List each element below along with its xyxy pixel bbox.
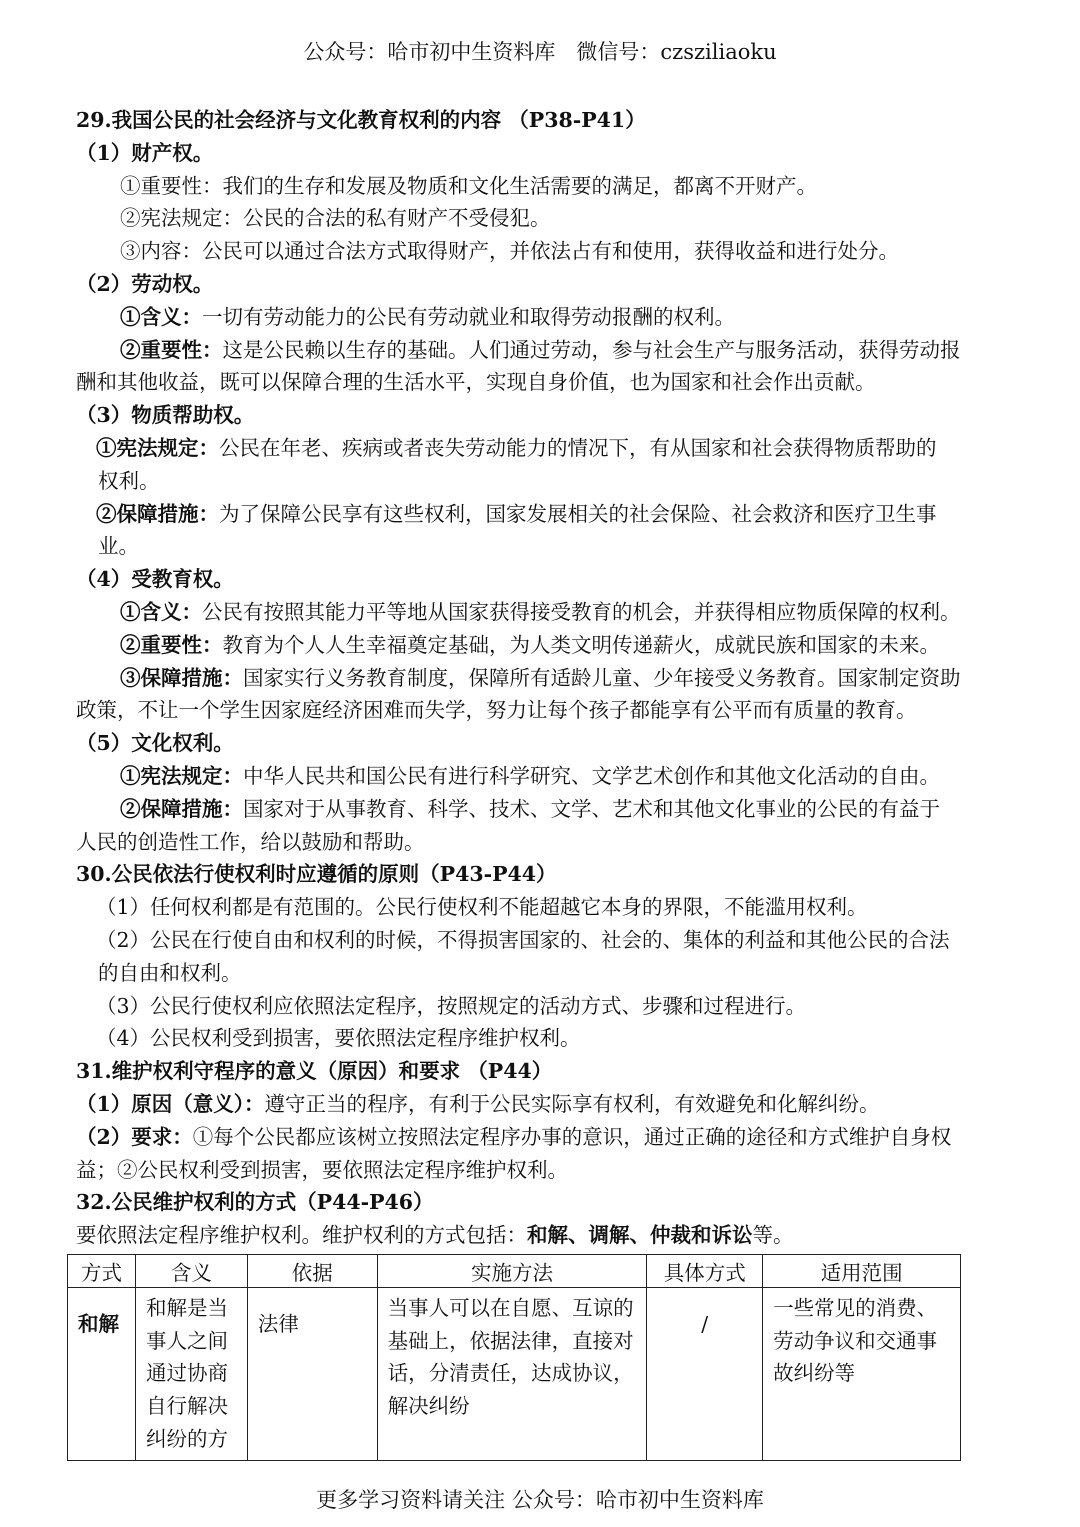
s29-p2-b-text: 这是公民赖以生存的基础。人们通过劳动，参与社会生产与服务活动，获得劳动报: [222, 337, 961, 362]
s29-p4-b-text: 教育为个人人生幸福奠定基础，为人类文明传递薪火，成就民族和国家的未来。: [222, 632, 940, 657]
page-header: 公众号：哈市初中生资料库 微信号：czsziliaoku: [303, 40, 777, 64]
page-footer: 更多学习资料请关注 公众号：哈市初中生资料库: [316, 1488, 764, 1512]
cell-meaning: [135, 1287, 247, 1460]
s29-p4-b-label: ②重要性：: [120, 632, 223, 657]
s30-l4: （4）公民权利受到损害，要依照法定程序维护权利。: [96, 1026, 581, 1051]
s29-p2-b-label: ②重要性：: [120, 337, 223, 362]
s29-p3-b-cont: 业。: [98, 534, 139, 559]
s31-l1-label: （1）原因（意义）：: [76, 1091, 265, 1116]
s29-p5-b-text: 国家对于从事教育、科学、技术、文学、艺术和其他文化事业的公民的有益于: [243, 796, 940, 821]
s29-p3-a-text: 公民在年老、疾病或者丧失劳动能力的情况下，有从国家和社会获得物质帮助的: [219, 435, 937, 460]
section-32-title: 32.公民维护权利的方式（P44-P46）: [76, 1190, 434, 1215]
cell-meaning-line: 自行解决: [145, 1394, 228, 1419]
cell-scope-line: 一些常见的消费、: [773, 1295, 938, 1320]
s29-p5-b-label: ②保障措施：: [120, 796, 243, 821]
cell-basis-text: 法律: [257, 1311, 299, 1336]
section-30-title: 30.公民依法行使权利时应遵循的原则（P43-P44）: [76, 862, 557, 887]
s29-p4-a: [76, 596, 1006, 629]
document-body: [76, 104, 1006, 1461]
s29-p5-head: （5）文化权利。: [76, 731, 234, 756]
s31-l2-cont: 益；②公民权利受到损害，要依照法定程序维护权利。: [76, 1157, 568, 1182]
section-31-title: 31.维护权利守程序的意义（原因）和要求 （P44）: [76, 1059, 553, 1084]
s29-p2-a: [76, 301, 1006, 334]
cell-meaning-line: 通过协商: [145, 1361, 228, 1386]
s29-p5-a: [76, 760, 1006, 793]
cell-meaning-line: 纠纷的方: [145, 1427, 228, 1452]
s30-l1: （1）任何权利都是有范围的。公民行使权利不能超越它本身的界限，不能滥用权利。: [96, 895, 868, 920]
s29-p4-a-label: ①含义：: [120, 599, 202, 624]
s31-l2: [76, 1121, 1006, 1154]
s30-l2-cont: 的自由和权利。: [98, 960, 242, 985]
s29-p3-a-label: ①宪法规定：: [96, 435, 219, 460]
s29-p3-b-label: ②保障措施：: [96, 501, 219, 526]
cell-scope-line: 故纠纷等: [773, 1361, 856, 1386]
table-row: [68, 1287, 961, 1460]
s29-p2-a-text: 一切有劳动能力的公民有劳动就业和取得劳动报酬的权利。: [202, 304, 735, 329]
s29-p2-b-cont: 酬和其他收益，既可以保障合理的生活水平，实现自身价值，也为国家和社会作出贡献。: [76, 370, 876, 395]
cell-method: [377, 1287, 647, 1460]
s29-p5-a-text: 中华人民共和国公民有进行科学研究、文学艺术创作和其他文化活动的自由。: [243, 763, 940, 788]
cell-meaning-line: 和解是当: [145, 1295, 228, 1320]
s29-p4-b: [76, 629, 1006, 662]
s29-p3-a: [76, 432, 1006, 465]
s29-p5-b-cont: 人民的创造性工作，给以鼓励和帮助。: [76, 829, 425, 854]
s29-p4-c-label: ③保障措施：: [120, 665, 243, 690]
s29-p3-b: [76, 498, 1006, 531]
s29-p5-a-label: ①宪法规定：: [120, 763, 243, 788]
s31-l1-text: 遵守正当的程序，有利于公民实际享有权利，有效避免和化解纠纷。: [264, 1091, 880, 1116]
cell-scope-line: 劳动争议和交通事: [773, 1328, 938, 1353]
cell-way: [68, 1287, 136, 1460]
table-header-cell: 适用范围: [763, 1254, 961, 1287]
s31-l2-text: ①每个公民都应该树立按照法定程序办事的意识，通过正确的途径和方式维护自身权: [192, 1124, 952, 1149]
cell-specific: [647, 1287, 763, 1460]
s31-l1: [76, 1088, 1006, 1121]
table-header-cell: 依据: [247, 1254, 377, 1287]
s29-p4-a-text: 公民有按照其能力平等地从国家获得接受教育的机会，并获得相应物质保障的权利。: [202, 599, 961, 624]
s29-p1-head: （1）财产权。: [76, 140, 214, 165]
s29-p1-a: ①重要性：我们的生存和发展及物质和文化生活需要的满足，都离不开财产。: [120, 173, 817, 198]
cell-meaning-line: 事人之间: [145, 1328, 228, 1353]
cell-specific-text: /: [701, 1311, 709, 1336]
s29-p1-b: ②宪法规定：公民的合法的私有财产不受侵犯。: [120, 206, 551, 231]
s29-p4-head: （4）受教育权。: [76, 567, 234, 592]
s29-p4-c-cont: 政策，不让一个学生因家庭经济困难而失学，努力让每个孩子都能享有公平而有质量的教育。: [76, 698, 917, 723]
table-header-cell: 含义: [135, 1254, 247, 1287]
s29-p3-a-cont: 权利。: [98, 468, 160, 493]
s30-l3: （3）公民行使权利应依照法定程序，按照规定的活动方式、步骤和过程进行。: [96, 993, 807, 1018]
s32-intro-bold: 和解、调解、仲裁和诉讼: [527, 1223, 753, 1248]
s29-p2-a-label: ①含义：: [120, 304, 202, 329]
s29-p4-c: [76, 662, 1006, 695]
cell-method-line: 基础上，依据法律，直接对: [387, 1328, 634, 1353]
s32-intro: [76, 1219, 1006, 1252]
s29-p1-c: ③内容：公民可以通过合法方式取得财产，并依法占有和使用，获得收益和进行处分。: [120, 239, 899, 264]
s29-p2-head: （2）劳动权。: [76, 271, 214, 296]
table-header-cell: 方式: [68, 1254, 136, 1287]
s29-p3-b-text: 为了保障公民享有这些权利，国家发展相关的社会保险、社会救济和医疗卫生事: [219, 501, 937, 526]
table-header-cell: 具体方式: [647, 1254, 763, 1287]
cell-way-text: 和解: [78, 1311, 119, 1336]
s32-intro-pre: 要依照法定程序维护权利。维护权利的方式包括：: [76, 1223, 527, 1248]
cell-method-line: 解决纠纷: [387, 1394, 470, 1419]
s31-l2-label: （2）要求：: [76, 1124, 193, 1149]
cell-method-line: 当事人可以在自愿、互谅的: [387, 1295, 634, 1320]
rights-methods-table: [67, 1254, 961, 1461]
section-29-title: 29.我国公民的社会经济与文化教育权利的内容 （P38-P41）: [76, 108, 646, 132]
s29-p4-c-text: 国家实行义务教育制度，保障所有适龄儿童、少年接受义务教育。国家制定资助: [243, 665, 961, 690]
cell-basis: [247, 1287, 377, 1460]
s29-p5-b: [76, 793, 1006, 826]
s29-p2-b: [76, 334, 1006, 367]
s29-p3-head: （3）物质帮助权。: [76, 403, 255, 428]
s32-intro-post: 等。: [752, 1223, 794, 1248]
cell-scope: [763, 1287, 961, 1460]
table-header-cell: 实施方法: [377, 1254, 647, 1287]
table-header-row: [68, 1254, 961, 1287]
s30-l2: （2）公民在行使自由和权利的时候，不得损害国家的、社会的、集体的利益和其他公民的合法: [96, 927, 950, 952]
cell-method-line: 话，分清责任，达成协议，: [387, 1361, 634, 1386]
